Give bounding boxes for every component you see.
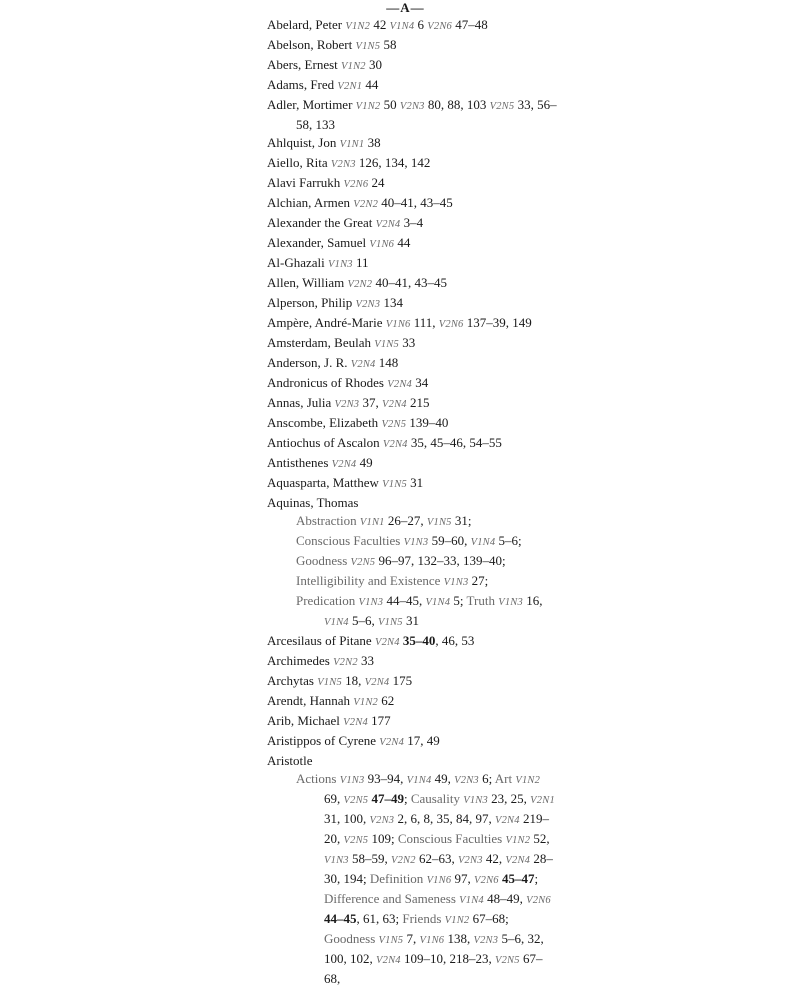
entry-name: Ahlquist, Jon (267, 135, 337, 150)
page-numbers: 93–94, (364, 771, 407, 786)
entry-name: Aristotle (267, 753, 313, 768)
volume-ref: V2N5 (350, 557, 376, 568)
page-numbers: 58 (383, 37, 397, 52)
volume-ref: V2N3 (454, 775, 479, 786)
page-numbers: 96–97, 132–33, 139–40; (375, 553, 506, 568)
page-numbers: 48–49, (483, 891, 527, 906)
volume-ref: V2N4 (379, 737, 405, 748)
subtopic-name: Conscious Faculties (397, 831, 506, 846)
index-entry (267, 414, 557, 434)
volume-ref: V1N2 (505, 835, 531, 846)
page-numbers: 5; (450, 593, 467, 608)
index-subentry (267, 532, 557, 552)
index-entry (267, 16, 557, 36)
volume-ref: V2N5 (343, 835, 369, 846)
volume-ref: V1N3 (443, 577, 469, 588)
index-entry (267, 254, 557, 274)
entry-name: Adler, Mortimer (267, 97, 353, 112)
page-numbers: 28–30, 194; (324, 851, 553, 886)
page-numbers: 7, (403, 931, 420, 946)
index-entry (267, 134, 557, 154)
volume-ref: V2N4 (382, 399, 407, 410)
volume-ref: V1N3 (324, 855, 349, 866)
index-entry (267, 712, 557, 732)
page-numbers: 49 (359, 455, 373, 470)
entry-name: Aiello, Rita (267, 155, 328, 170)
volume-ref: V1N5 (355, 41, 381, 52)
page-numbers: 33 (361, 653, 375, 668)
entry-name: Aquasparta, Matthew (267, 475, 379, 490)
page-numbers: 62–63, (415, 851, 458, 866)
volume-ref: V1N6 (385, 319, 411, 330)
index-entry (267, 672, 557, 692)
page-numbers: 33 (402, 335, 416, 350)
page-numbers: 139–40 (409, 415, 449, 430)
volume-ref: V2N4 (382, 439, 408, 450)
index-entry (267, 194, 557, 214)
page-numbers: 42 (373, 17, 387, 32)
page-numbers: 69, (324, 791, 344, 806)
subtopic-name: Goodness (324, 931, 379, 946)
volume-ref: V1N3 (463, 795, 488, 806)
page-numbers: 52, (530, 831, 550, 846)
page-numbers: 34 (415, 375, 429, 390)
page-numbers: 215 (409, 395, 430, 410)
volume-ref: V1N5 (377, 617, 403, 628)
volume-ref: V2N4 (505, 855, 531, 866)
entry-name: Aristippos of Cyrene (267, 733, 377, 748)
page-numbers: ; (403, 791, 411, 806)
volume-ref: V1N3 (328, 259, 353, 270)
index-entry (267, 434, 557, 454)
index-entry (267, 354, 557, 374)
page-numbers: 109; (368, 831, 398, 846)
page-numbers: 17, 49 (407, 733, 440, 748)
entry-name: Alchian, Armen (267, 195, 351, 210)
volume-ref: V2N2 (390, 855, 416, 866)
volume-ref: V2N3 (399, 101, 425, 112)
page-numbers: 37, (362, 395, 379, 410)
volume-ref: V2N6 (438, 319, 464, 330)
volume-ref: V1N2 (341, 61, 366, 72)
volume-ref: V1N2 (444, 915, 470, 926)
subtopic-name: Difference and Sameness (324, 891, 460, 906)
index-entry (267, 314, 557, 334)
volume-ref: V1N5 (378, 935, 404, 946)
page-numbers: , 61, 63; (356, 911, 403, 926)
index-subentry (267, 770, 557, 988)
volume-ref: V1N3 (358, 597, 384, 608)
volume-ref: V2N5 (381, 419, 407, 430)
volume-ref: V2N6 (526, 895, 551, 906)
entry-name: Andronicus of Rhodes (267, 375, 384, 390)
page-numbers: 47–48 (455, 17, 488, 32)
index-entry (267, 752, 557, 770)
page-numbers: 24 (371, 175, 385, 190)
page-numbers: 38 (367, 135, 381, 150)
page-numbers: 18, (345, 673, 362, 688)
volume-ref: V2N6 (343, 179, 369, 190)
volume-ref: V1N4 (389, 21, 415, 32)
page-numbers: 97, (451, 871, 475, 886)
entry-name: Alexander the Great (267, 215, 373, 230)
volume-ref: V2N4 (364, 677, 390, 688)
page-numbers: 27; (468, 573, 489, 588)
entry-name: Abelard, Peter (267, 17, 343, 32)
volume-ref: V2N4 (375, 219, 401, 230)
index-letter-heading: —A— (386, 0, 425, 15)
volume-ref: V1N3 (403, 537, 429, 548)
page-numbers-bold: 35–40 (402, 633, 436, 648)
index-subentry (267, 552, 557, 572)
volume-ref: V2N4 (494, 815, 520, 826)
volume-ref: V1N4 (459, 895, 484, 906)
page-numbers: 40–41, 43–45 (381, 195, 453, 210)
volume-ref: V2N3 (369, 815, 395, 826)
page-numbers: 6 (417, 17, 425, 32)
volume-ref: V2N6 (474, 875, 499, 886)
volume-ref: V1N6 (419, 935, 445, 946)
entry-name: Antiochus of Ascalon (267, 435, 380, 450)
index-entry (267, 632, 557, 652)
page-numbers: 138, (444, 931, 474, 946)
index-entry (267, 692, 557, 712)
entry-name: Amsterdam, Beulah (267, 335, 371, 350)
volume-ref: V2N3 (355, 299, 381, 310)
page-numbers: 3–4 (403, 215, 424, 230)
page-numbers: 175 (392, 673, 413, 688)
subtopic-name: Intelligibility and Existence (296, 573, 444, 588)
page-numbers: 219–20, (324, 811, 549, 846)
subtopic-name: Predication (296, 593, 359, 608)
subtopic-name: Causality (410, 791, 464, 806)
volume-ref: V1N3 (339, 775, 365, 786)
subtopic-name: Friends (402, 911, 445, 926)
index-entry (267, 294, 557, 314)
volume-ref: V2N1 (530, 795, 555, 806)
volume-ref: V2N3 (457, 855, 483, 866)
entry-name: Adams, Fred (267, 77, 335, 92)
entry-name: Archytas (267, 673, 314, 688)
index-entry (267, 214, 557, 234)
entry-name: Anderson, J. R. (267, 355, 348, 370)
index-entry (267, 36, 557, 56)
entry-name: Ampère, André-Marie (267, 315, 383, 330)
page-numbers: 16, (522, 593, 543, 608)
entry-name: Anscombe, Elizabeth (267, 415, 379, 430)
volume-ref: V2N6 (427, 21, 452, 32)
page-numbers: 30 (368, 57, 382, 72)
page-numbers: 5–6, (348, 613, 378, 628)
page-numbers: 5–6, 32, 100, 102, (324, 931, 544, 966)
volume-ref: V1N1 (359, 517, 385, 528)
page-numbers: 6; (478, 771, 495, 786)
page-numbers: 67–68, (324, 951, 543, 986)
index-subentry (267, 592, 557, 632)
entry-name: Abelson, Robert (267, 37, 353, 52)
page-numbers: 31 (410, 475, 424, 490)
volume-ref: V1N4 (324, 617, 349, 628)
index-entry (267, 174, 557, 194)
index-entry (267, 474, 557, 494)
volume-ref: V1N2 (345, 21, 371, 32)
entry-name: Arcesilaus of Pitane (267, 633, 372, 648)
volume-ref: V1N4 (470, 537, 496, 548)
volume-ref: V2N3 (473, 935, 499, 946)
page-numbers: 33, 56–58, 133 (296, 97, 557, 132)
page-numbers: 111, (413, 315, 436, 330)
index-entry (267, 154, 557, 174)
volume-ref: V2N5 (494, 955, 520, 966)
page-numbers: 62 (381, 693, 395, 708)
page-numbers: 80, 88, 103 (427, 97, 487, 112)
page-numbers: 40–41, 43–45 (375, 275, 447, 290)
volume-ref: V2N4 (343, 717, 368, 728)
entry-name: Arendt, Hannah (267, 693, 351, 708)
volume-ref: V1N1 (339, 139, 365, 150)
entry-name: Arib, Michael (267, 713, 340, 728)
volume-ref: V1N2 (353, 697, 378, 708)
page-numbers: 31; (451, 513, 472, 528)
index-entry (267, 454, 557, 474)
index-subentry (267, 512, 557, 532)
entry-name: Antisthenes (267, 455, 329, 470)
entry-name: Alperson, Philip (267, 295, 353, 310)
author-index (267, 16, 557, 988)
volume-ref: V1N6 (426, 875, 452, 886)
index-entry (267, 56, 557, 76)
page-numbers: ; (534, 871, 539, 886)
volume-ref: V1N5 (374, 339, 399, 350)
index-entry (267, 76, 557, 96)
subtopic-name: Goodness (296, 553, 351, 568)
volume-ref: V2N2 (333, 657, 358, 668)
volume-ref: V2N2 (347, 279, 373, 290)
page-numbers: 23, 25, (487, 791, 531, 806)
page-numbers: 177 (371, 713, 391, 728)
entry-name: Archimedes (267, 653, 330, 668)
page-numbers: 137–39, 149 (466, 315, 532, 330)
entry-name: Alexander, Samuel (267, 235, 367, 250)
volume-ref: V2N2 (353, 199, 379, 210)
index-entry (267, 732, 557, 752)
page-numbers: 49, (431, 771, 455, 786)
volume-ref: V2N4 (387, 379, 412, 390)
subtopic-name: Conscious Faculties (296, 533, 404, 548)
volume-ref: V2N5 (343, 795, 369, 806)
volume-ref: V2N1 (337, 81, 363, 92)
page-numbers: 59–60, (428, 533, 471, 548)
volume-ref: V1N4 (425, 597, 451, 608)
page-numbers: 50 (383, 97, 397, 112)
page-numbers: 42, (482, 851, 506, 866)
index-entry (267, 234, 557, 254)
subtopic-name: Truth (466, 593, 499, 608)
volume-ref: V1N5 (426, 517, 452, 528)
volume-ref: V1N2 (355, 101, 381, 112)
volume-ref: V2N4 (376, 955, 401, 966)
volume-ref: V1N5 (382, 479, 407, 490)
volume-ref: V2N4 (331, 459, 357, 470)
page-numbers: 11 (355, 255, 369, 270)
volume-ref: V1N2 (515, 775, 541, 786)
entry-name: Al-Ghazali (267, 255, 325, 270)
entry-name: Allen, William (267, 275, 345, 290)
subtopic-name: Art (494, 771, 516, 786)
volume-ref: V1N3 (498, 597, 523, 608)
index-entry (267, 274, 557, 294)
volume-ref: V1N4 (406, 775, 432, 786)
page-numbers: 44–45, (383, 593, 426, 608)
page-numbers: , 46, 53 (435, 633, 475, 648)
index-entry (267, 334, 557, 354)
volume-ref: V2N4 (374, 637, 400, 648)
index-entry (267, 494, 557, 512)
volume-ref: V2N3 (330, 159, 356, 170)
page-numbers: 2, 6, 8, 35, 84, 97, (394, 811, 495, 826)
page-numbers: 44 (397, 235, 411, 250)
subtopic-name: Abstraction (296, 513, 360, 528)
entry-name: Alavi Farrukh (267, 175, 341, 190)
volume-ref: V2N3 (334, 399, 360, 410)
volume-ref: V1N6 (369, 239, 395, 250)
page-numbers-bold: 44–45 (324, 911, 357, 926)
page-numbers: 44 (365, 77, 379, 92)
subtopic-name: Definition (369, 871, 427, 886)
entry-name: Aquinas, Thomas (267, 495, 359, 510)
page-numbers-bold: 47–49 (368, 791, 404, 806)
page-numbers: 35, 45–46, 54–55 (410, 435, 502, 450)
page-numbers: 148 (378, 355, 399, 370)
volume-ref: V2N5 (489, 101, 515, 112)
entry-name: Annas, Julia (267, 395, 332, 410)
page-numbers: 134 (383, 295, 403, 310)
page-numbers-bold: 45–47 (498, 871, 535, 886)
page-numbers: 126, 134, 142 (358, 155, 431, 170)
index-subentry (267, 572, 557, 592)
index-entry (267, 96, 557, 134)
subtopic-name: Actions (296, 771, 340, 786)
page-numbers: 31, 100, (324, 811, 370, 826)
index-entry (267, 394, 557, 414)
page-numbers: 67–68; (469, 911, 509, 926)
page-numbers: 31 (402, 613, 419, 628)
entry-name: Abers, Ernest (267, 57, 338, 72)
volume-ref: V2N4 (350, 359, 376, 370)
volume-ref: V1N5 (317, 677, 342, 688)
index-entry (267, 652, 557, 672)
page-numbers: 109–10, 218–23, (400, 951, 495, 966)
page-numbers: 5–6; (495, 533, 522, 548)
page-numbers: 58–59, (348, 851, 391, 866)
page-numbers: 26–27, (384, 513, 427, 528)
index-entry (267, 374, 557, 394)
